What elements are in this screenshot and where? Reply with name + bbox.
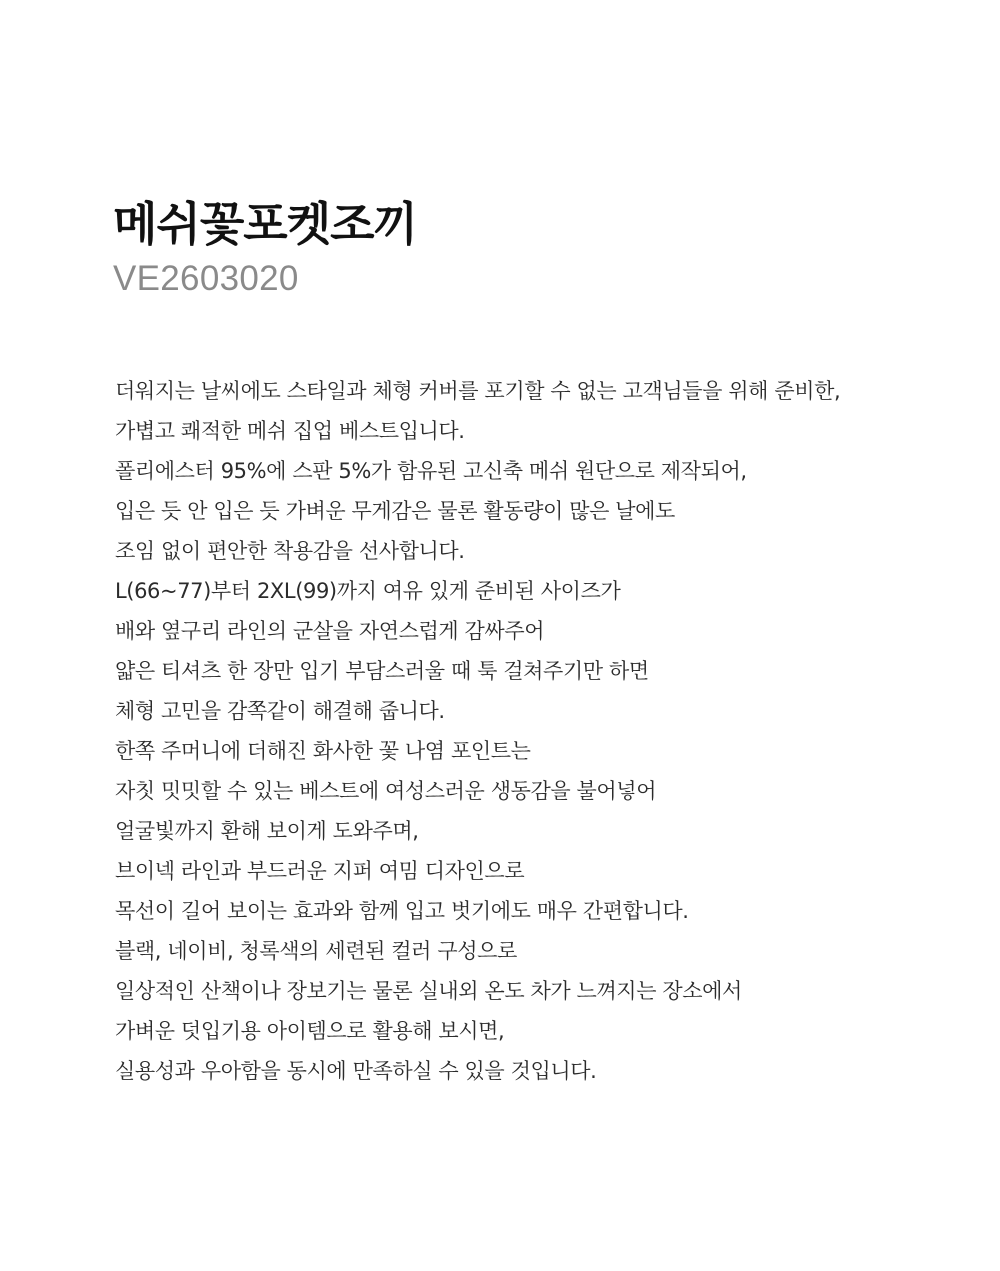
description-line: 자칫 밋밋할 수 있는 베스트에 여성스러운 생동감을 불어넣어	[115, 779, 657, 803]
description-line: 배와 옆구리 라인의 군살을 자연스럽게 감싸주어	[115, 619, 545, 643]
description-line: 한쪽 주머니에 더해진 화사한 꽃 나염 포인트는	[115, 739, 531, 763]
description-line: 얇은 티셔츠 한 장만 입기 부담스러울 때 툭 걸쳐주기만 하면	[115, 659, 649, 683]
description-line: 입은 듯 안 입은 듯 가벼운 무게감은 물론 활동량이 많은 날에도	[115, 499, 675, 523]
description-line: 블랙, 네이비, 청록색의 세련된 컬러 구성으로	[115, 939, 517, 963]
description-line: 조임 없이 편안한 착용감을 선사합니다.	[115, 539, 465, 563]
description-line: 가볍고 쾌적한 메쉬 집업 베스트입니다.	[115, 419, 465, 443]
product-description	[115, 371, 975, 1091]
description-line: 목선이 길어 보이는 효과와 함께 입고 벗기에도 매우 간편합니다.	[115, 899, 689, 923]
description-line: L(66~77)부터 2XL(99)까지 여유 있게 준비된 사이즈가	[115, 579, 621, 603]
description-line: 체형 고민을 감쪽같이 해결해 줍니다.	[115, 699, 445, 723]
description-line: 일상적인 산책이나 장보기는 물론 실내외 온도 차가 느껴지는 장소에서	[115, 979, 742, 1003]
product-code: VE2603020	[113, 259, 299, 298]
description-line: 더워지는 날씨에도 스타일과 체형 커버를 포기할 수 없는 고객님들을 위해 준비한,	[115, 379, 841, 403]
description-line: 실용성과 우아함을 동시에 만족하실 수 있을 것입니다.	[115, 1059, 597, 1083]
description-line: 폴리에스터 95%에 스판 5%가 함유된 고신축 메쉬 원단으로 제작되어,	[115, 459, 747, 483]
product-header	[113, 192, 973, 302]
description-line: 브이넥 라인과 부드러운 지퍼 여밈 디자인으로	[115, 859, 525, 883]
description-line: 얼굴빛까지 환해 보이게 도와주며,	[115, 819, 419, 843]
product-title: 메쉬꽃포켓조끼	[113, 197, 418, 251]
description-line: 가벼운 덧입기용 아이템으로 활용해 보시면,	[115, 1019, 505, 1043]
